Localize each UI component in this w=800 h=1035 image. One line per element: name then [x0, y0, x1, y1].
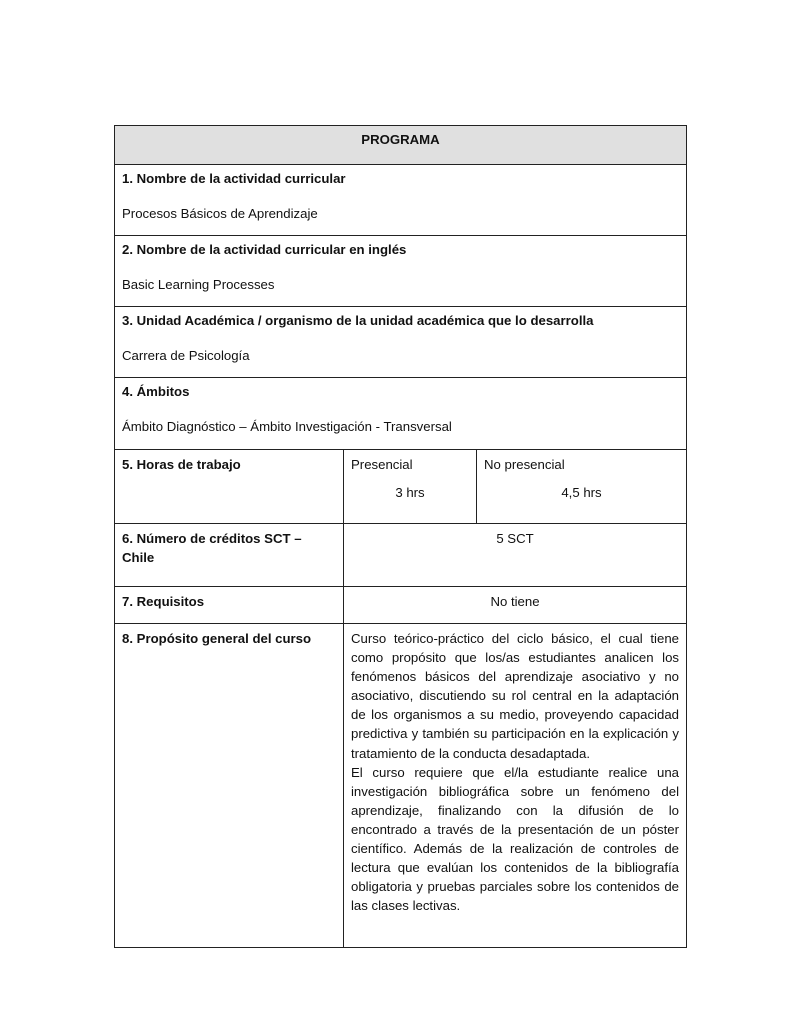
activity-name-english-value: Basic Learning Processes [122, 277, 275, 292]
requirements-title: 7. Requisitos [115, 587, 344, 624]
academic-unit-value: Carrera de Psicología [122, 348, 250, 363]
credits-value: 5 SCT [344, 524, 687, 587]
purpose-paragraph-2: El curso requiere que el/la estudiante realice una investigación bibliográfica sobre un fenómeno del aprendizaje, finalizando con la difusión de lo encontrado a través de la presentación de un póster científico. Además de la realización de controles de lectura que evalúan los contenidos de la bibliografía obligatoria y pruebas parciales sobre los contenidos de las clases lectivas. [351, 764, 679, 914]
purpose-title: 8. Propósito general del curso [115, 624, 344, 948]
remote-hours-cell [477, 450, 687, 524]
scopes-title: 4. Ámbitos [122, 384, 190, 399]
credits-title: 6. Número de créditos SCT – Chile [115, 524, 344, 587]
remote-value: 4,5 hrs [561, 485, 602, 500]
remote-label: No presencial [484, 457, 565, 472]
activity-name-english-title: 2. Nombre de la actividad curricular en inglés [122, 242, 407, 257]
in-person-hours-cell [344, 450, 477, 524]
scopes-value: Ámbito Diagnóstico – Ámbito Investigación - Transversal [122, 419, 452, 434]
work-hours-title: 5. Horas de trabajo [115, 450, 344, 524]
requirements-value: No tiene [344, 587, 687, 624]
in-person-label: Presencial [351, 457, 413, 472]
purpose-text [344, 624, 687, 948]
program-table [114, 125, 687, 948]
section-academic-unit [115, 307, 687, 378]
section-activity-name-english [115, 236, 687, 307]
in-person-value: 3 hrs [395, 485, 425, 500]
section-scopes [115, 378, 687, 450]
program-header: PROGRAMA [115, 126, 687, 165]
activity-name-title: 1. Nombre de la actividad curricular [122, 171, 346, 186]
section-activity-name [115, 165, 687, 236]
activity-name-value: Procesos Básicos de Aprendizaje [122, 206, 318, 221]
purpose-paragraph-1: Curso teórico-práctico del ciclo básico, el cual tiene como propósito que los/as estudiantes analicen los fenómenos básicos del aprendizaje asociativo y no asociativo, discutiendo su rol central en la adaptación de los organismos a su medio, proveyendo capacidad predictiva y también su participación en la explicación y tratamiento de la conducta desadaptada. [351, 631, 679, 761]
academic-unit-title: 3. Unidad Académica / organismo de la unidad académica que lo desarrolla [122, 313, 594, 328]
